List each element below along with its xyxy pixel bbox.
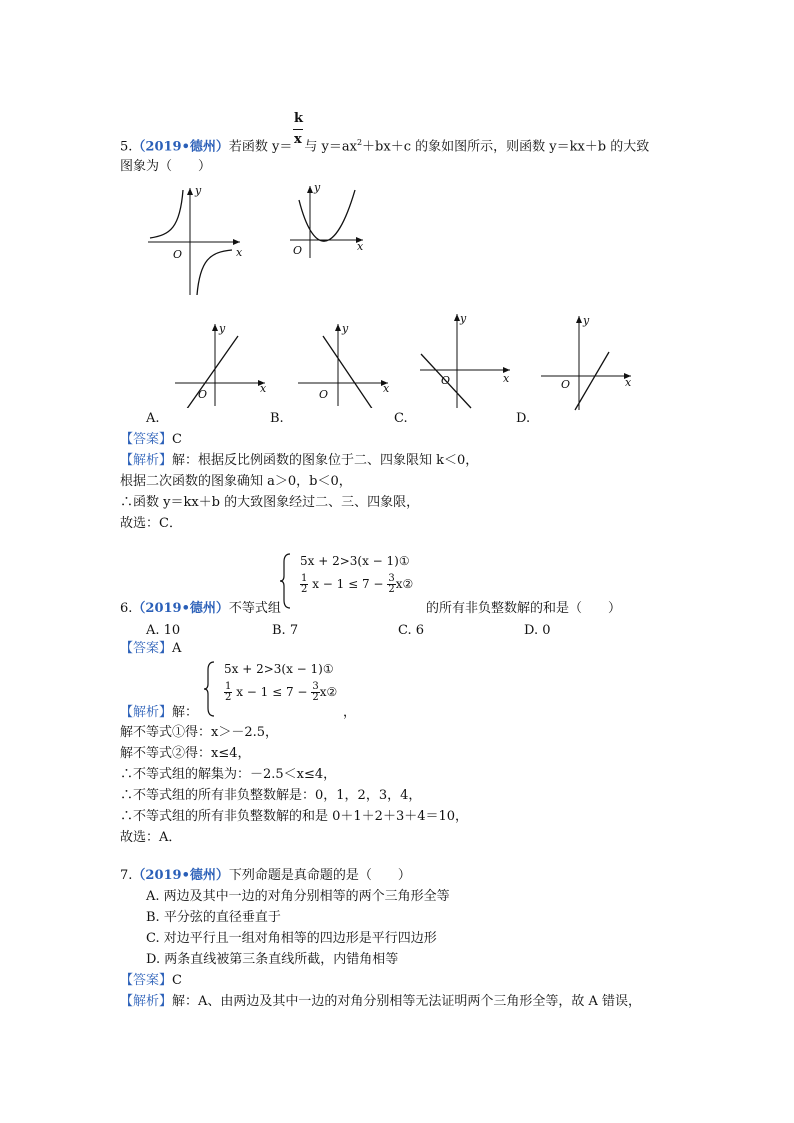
- q7-option-a[interactable]: A. 两边及其中一边的对角分别相等的两个三角形全等: [146, 889, 450, 904]
- q5-text-c: ＋bx＋c 的象如图所示，则函数 y＝kx＋b 的大致: [362, 139, 650, 155]
- q6-analysis-line2: 解不等式②得：x≤4，: [120, 746, 251, 761]
- answer-value: C: [172, 432, 182, 447]
- q5-frac-den: x: [294, 132, 302, 147]
- q7-analysis: 【解析】解：A、由两边及其中一边的对角分别相等无法证明两个三角形全等，故 A 错误，: [120, 994, 642, 1009]
- origin-label: O: [561, 378, 571, 391]
- q6-analysis-line1: 解不等式①得：x＞－2.5，: [120, 725, 279, 740]
- hyperbola-branch-lower: [197, 250, 232, 295]
- q5-option-a-graph[interactable]: [170, 318, 275, 408]
- y-label: y: [583, 314, 590, 327]
- q6-analysis-line3: ∴不等式组的解集为：－2.5＜x≤4，: [120, 767, 337, 782]
- x-label: x: [236, 246, 243, 259]
- q6-inequality-system: [280, 552, 430, 610]
- x-label: x: [625, 376, 632, 389]
- q5-option-d-graph[interactable]: [537, 312, 642, 412]
- q7-option-d[interactable]: D. 两条直线被第三条直线所截，内错角相等: [146, 952, 399, 967]
- line-graph: [184, 336, 238, 408]
- line-graph: [323, 336, 375, 408]
- q5-option-b-graph[interactable]: [293, 318, 398, 408]
- q5-number: 5.: [120, 139, 133, 155]
- y-label: y: [314, 181, 321, 194]
- q5-parabola-graph: [285, 180, 375, 265]
- q6-analysis-system: 5x + 2>3(x − 1)① $\frac{1}{2}$ x − 1 ≤ 7 − $\frac{3}{2}$ x②: [204, 660, 354, 718]
- hyperbola-branch-upper: [150, 190, 183, 238]
- parabola-curve: [299, 190, 355, 241]
- q7-option-b[interactable]: B. 平分弦的直径垂直于: [146, 910, 281, 925]
- origin-label: O: [173, 248, 183, 261]
- x-label: x: [383, 382, 390, 395]
- answer-tag: 【答案】: [120, 432, 173, 447]
- q6-sys-row1: 5x + 2>3(x − 1)①: [300, 554, 410, 568]
- q5-answer: [120, 431, 182, 449]
- q7-answer: 【答案】C: [120, 973, 182, 988]
- q6-analysis-comma: ，: [343, 705, 357, 720]
- q5-question-line1: [120, 134, 649, 156]
- q5-text-a: 若函数 y＝: [228, 139, 293, 155]
- q6-number: 6.: [120, 601, 133, 616]
- q5-analysis-line1: 【解析】解：根据反比例函数的图象位于二、四象限知 k＜0，: [120, 453, 479, 468]
- line-graph: [575, 352, 609, 410]
- q5-analysis-line2: 根据二次函数的图象确知 a＞0，b＜0，: [120, 474, 352, 489]
- origin-label: O: [198, 388, 208, 401]
- q5-option-b-label[interactable]: B.: [270, 411, 284, 426]
- q6-question-tail: 的所有非负整数解的和是（ ）: [426, 601, 622, 616]
- q6-option-c[interactable]: C. 6: [398, 623, 425, 638]
- q5-question-line2: 图象为（ ）: [120, 159, 212, 174]
- q5-option-c-label[interactable]: C.: [394, 411, 408, 426]
- x-label: x: [357, 240, 364, 253]
- q5-option-d-label[interactable]: D.: [516, 411, 531, 426]
- q6-analysis-line5: ∴不等式组的所有非负整数解的和是 0＋1＋2＋3＋4＝10，: [120, 809, 469, 824]
- q5-option-a-label[interactable]: A.: [146, 411, 160, 426]
- q6-question: [120, 600, 281, 618]
- x-label: x: [503, 372, 510, 385]
- y-label: y: [219, 322, 226, 335]
- q6-text: 不等式组: [228, 601, 281, 616]
- q7-question: 7.（2019•德州）下列命题是真命题的是（ ）: [120, 868, 411, 883]
- q7-option-c[interactable]: C. 对边平行且一组对角相等的四边形是平行四边形: [146, 931, 437, 946]
- q5-analysis-line3: ∴函数 y＝kx＋b 的大致图象经过二、三、四象限，: [120, 495, 420, 510]
- q6-option-b[interactable]: B. 7: [272, 623, 299, 638]
- q6-analysis-start: 【解析】解：: [120, 705, 199, 720]
- y-label: y: [460, 312, 467, 325]
- q6-source: （2019•德州）: [132, 601, 229, 616]
- y-label: y: [342, 322, 349, 335]
- q5-analysis-line4: 故选：C．: [120, 516, 182, 531]
- origin-label: O: [319, 388, 329, 401]
- origin-label: O: [293, 244, 303, 257]
- q6-analysis-line6: 故选：A．: [120, 830, 182, 845]
- q6-option-a[interactable]: A. 10: [146, 623, 181, 638]
- q6-answer: 【答案】A: [120, 641, 182, 656]
- q5-text-b: 与 y＝ax: [304, 139, 357, 155]
- y-label: y: [195, 184, 202, 197]
- q5-frac-num: k: [294, 111, 304, 126]
- q6-sys-row2: $\frac{1}{2}$ x − 1 ≤ 7 − $\frac{3}{2}$ x②: [301, 573, 414, 595]
- analysis-tag: 【解析】: [120, 453, 173, 468]
- q5-sup: 2: [356, 138, 363, 147]
- q5-hyperbola-graph: [140, 180, 250, 300]
- x-label: x: [260, 382, 267, 395]
- q5-source: （2019•德州）: [132, 139, 229, 155]
- q5-option-c-graph[interactable]: [415, 310, 525, 410]
- q6-analysis-line4: ∴不等式组的所有非负整数解是：0，1，2，3，4，: [120, 788, 422, 803]
- q6-option-d[interactable]: D. 0: [524, 623, 551, 638]
- origin-label: O: [441, 374, 451, 387]
